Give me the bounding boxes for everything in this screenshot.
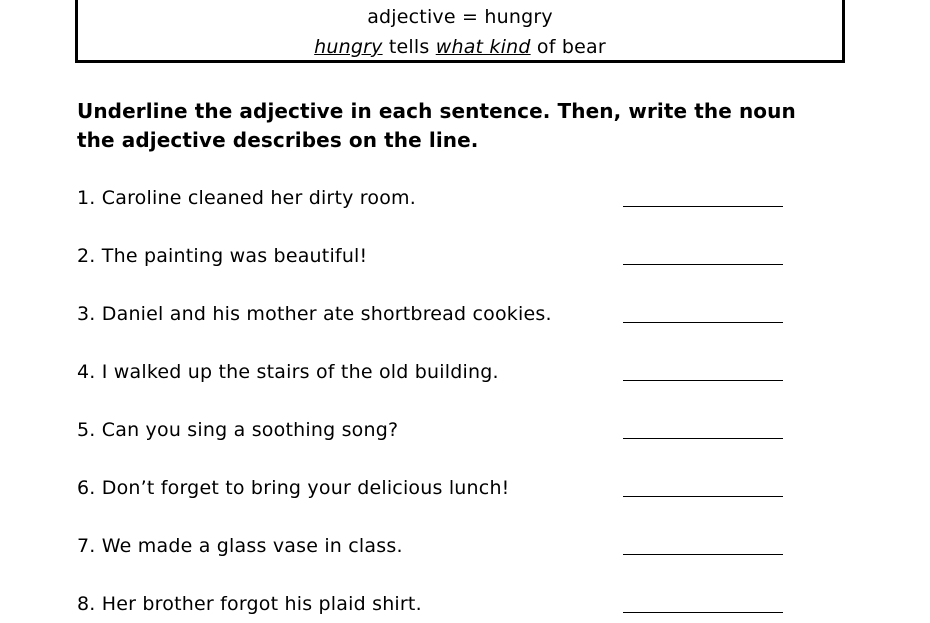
question-text: 3. Daniel and his mother ate shortbread cookies. — [77, 303, 552, 325]
example-adjective: hungry — [314, 36, 383, 58]
question-6 — [77, 477, 897, 507]
question-text: 5. Can you sing a soothing song? — [77, 419, 399, 441]
question-text: 8. Her brother forgot his plaid shirt. — [77, 593, 422, 615]
question-7 — [77, 535, 897, 565]
question-text: 4. I walked up the stairs of the old building. — [77, 361, 499, 383]
answer-line[interactable] — [623, 438, 783, 439]
answer-line[interactable] — [623, 554, 783, 555]
question-4 — [77, 361, 897, 391]
answer-line[interactable] — [623, 322, 783, 323]
example-what-kind: what kind — [435, 36, 531, 58]
question-5 — [77, 419, 897, 449]
question-8 — [77, 593, 897, 623]
answer-line[interactable] — [623, 380, 783, 381]
question-text: 6. Don’t forget to bring your delicious lunch! — [77, 477, 510, 499]
answer-line[interactable] — [623, 206, 783, 207]
example-definition: adjective = hungry — [367, 6, 553, 28]
answer-line[interactable] — [623, 612, 783, 613]
question-1 — [77, 187, 897, 217]
question-text: 1. Caroline cleaned her dirty room. — [77, 187, 416, 209]
example-of-bear: of bear — [536, 36, 606, 58]
answer-line[interactable] — [623, 264, 783, 265]
question-2 — [77, 245, 897, 275]
example-tells: tells — [388, 36, 430, 58]
question-text: 7. We made a glass vase in class. — [77, 535, 403, 557]
instructions: Underline the adjective in each sentence. Then, write the noun the adjective describes on the line. — [77, 99, 796, 152]
question-text: 2. The painting was beautiful! — [77, 245, 368, 267]
question-3 — [77, 303, 897, 333]
example-explanation — [78, 36, 842, 58]
answer-line[interactable] — [623, 496, 783, 497]
example-box — [75, 0, 845, 63]
